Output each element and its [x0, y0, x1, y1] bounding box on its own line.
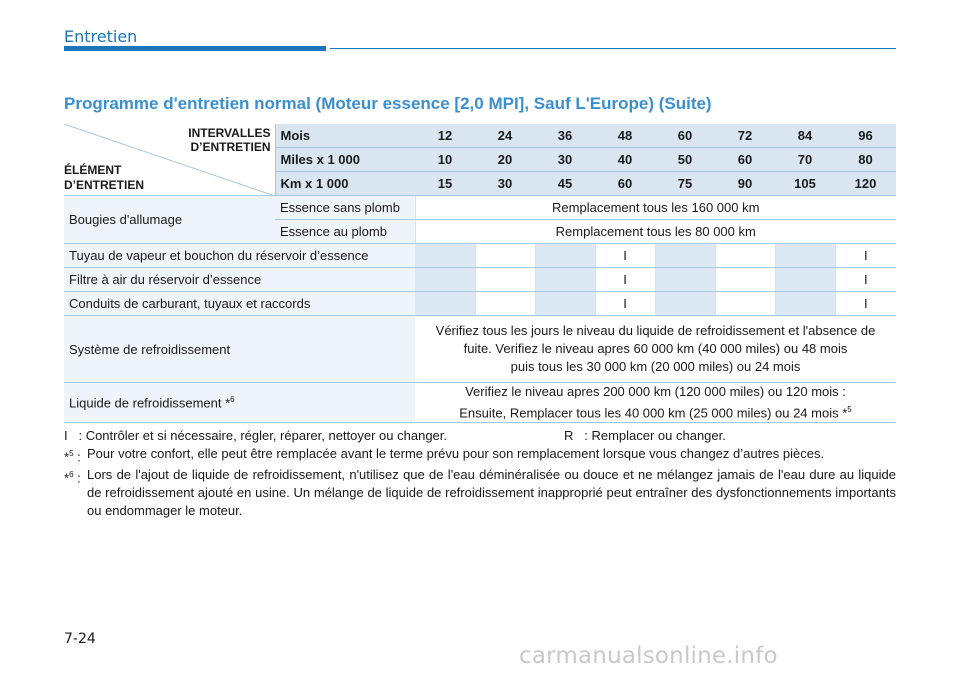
footnote-number: 6 — [69, 470, 74, 480]
schedule-cell — [655, 268, 715, 292]
legend-i — [64, 427, 564, 445]
header-value: 75 — [655, 172, 715, 196]
notes — [64, 427, 896, 520]
fuel-type-label: Essence au plomb — [275, 220, 415, 244]
schedule-cell — [715, 244, 775, 268]
header-label: Km x 1 000 — [275, 172, 415, 196]
footnote-separator: : — [73, 449, 81, 465]
table-header — [64, 124, 896, 196]
footnote-ref: 6 — [230, 395, 235, 404]
item-label: Tuyau de vapeur et bouchon du réservoir d’essence — [64, 244, 415, 268]
legend-i-key: I — [64, 428, 68, 443]
footnote — [64, 466, 896, 520]
cooling-system-text — [415, 316, 896, 383]
footnote-number: 5 — [69, 449, 74, 458]
footnote-mark — [64, 445, 87, 466]
table-row — [64, 292, 896, 316]
item-label: Système de refroidissement — [64, 316, 415, 383]
table-body — [64, 196, 896, 423]
header-value: 12 — [415, 124, 475, 148]
header-value: 24 — [475, 124, 535, 148]
maintenance-table — [64, 124, 896, 423]
page-number: 7-24 — [64, 631, 96, 647]
header-label: Miles x 1 000 — [275, 148, 415, 172]
header-value: 10 — [415, 148, 475, 172]
item-label: Filtre à air du réservoir d’essence — [64, 268, 415, 292]
schedule-cell — [775, 292, 835, 316]
item-label: Bougies d'allumage — [64, 196, 275, 244]
item-label: Conduits de carburant, tuyaux et raccords — [64, 292, 415, 316]
text-line-content: Ensuite, Remplacer tous les 40 000 km (25 000 miles) ou 24 mois * — [459, 405, 848, 421]
header-value: 84 — [775, 124, 835, 148]
interval-text: Remplacement tous les 160 000 km — [415, 196, 896, 220]
header-value: 45 — [535, 172, 595, 196]
header-value: 40 — [595, 148, 655, 172]
schedule-cell: I — [835, 292, 896, 316]
schedule-cell — [475, 292, 535, 316]
text-line: Verifiez le niveau apres 200 000 km (120 000 miles) ou 120 mois : — [465, 384, 846, 399]
corner-bottom-line1: ÉLÉMENT — [64, 163, 122, 177]
header-value: 15 — [415, 172, 475, 196]
legend — [64, 427, 896, 445]
table-corner — [64, 124, 275, 196]
schedule-cell: I — [595, 268, 655, 292]
header-value: 60 — [715, 148, 775, 172]
header-value: 50 — [655, 148, 715, 172]
table-row — [64, 268, 896, 292]
schedule-cell — [535, 268, 595, 292]
header-value: 80 — [835, 148, 896, 172]
footnote-separator: : — [73, 470, 81, 486]
header-value: 30 — [535, 148, 595, 172]
interval-text: Remplacement tous les 80 000 km — [415, 220, 896, 244]
header-rule-thin — [330, 48, 896, 49]
header-label: Mois — [275, 124, 415, 148]
header-value: 30 — [475, 172, 535, 196]
text-line: puis tous les 30 000 km (20 000 miles) ou 24 mois — [510, 359, 801, 374]
header-value: 60 — [595, 172, 655, 196]
item-label — [64, 383, 415, 423]
schedule-cell — [715, 268, 775, 292]
section-label: Entretien — [64, 27, 138, 46]
schedule-cell — [475, 244, 535, 268]
legend-r-key: R — [564, 428, 574, 443]
corner-top-line2: D’ENTRETIEN — [190, 140, 271, 154]
header-value: 90 — [715, 172, 775, 196]
schedule-cell — [415, 244, 475, 268]
header-value: 96 — [835, 124, 896, 148]
footnote-star: * — [64, 449, 70, 465]
schedule-cell — [655, 244, 715, 268]
footnote-ref: 5 — [847, 405, 852, 414]
footnote-mark — [64, 466, 87, 520]
text-line: Vérifiez tous les jours le niveau du liquide de refroidissement et l'absence de — [435, 323, 876, 338]
table-row — [64, 383, 896, 423]
coolant-text — [415, 383, 896, 423]
footnote — [64, 445, 896, 466]
schedule-cell — [535, 292, 595, 316]
header-value: 105 — [775, 172, 835, 196]
schedule-cell: I — [835, 268, 896, 292]
header-value: 48 — [595, 124, 655, 148]
header-value: 60 — [655, 124, 715, 148]
schedule-cell — [415, 268, 475, 292]
schedule-cell: I — [835, 244, 896, 268]
corner-intervals-label — [188, 126, 270, 154]
schedule-cell — [775, 268, 835, 292]
text-line: fuite. Verifiez le niveau apres 60 000 km (40 000 miles) ou 48 mois — [463, 341, 848, 356]
header-value: 70 — [775, 148, 835, 172]
table-row — [64, 196, 896, 220]
schedule-cell — [775, 244, 835, 268]
legend-r — [564, 427, 726, 445]
footnote-text: Lors de l'ajout de liquide de refroidissement, n'utilisez que de l'eau déminéralisée ou douce et ne mélangez jamais de l'eau dure au liquide de refroidissement ajouté en usine. Un mélange de liquide de refroidissement inapproprié peut entraîner des dysfonctionnements importants ou endommager le moteur. — [87, 467, 896, 519]
legend-i-text: : Contrôler et si nécessaire, régler, réparer, nettoyer ou changer. — [78, 428, 448, 443]
header-row-months — [64, 124, 896, 148]
schedule-cell — [475, 268, 535, 292]
page-title: Programme d'entretien normal (Moteur essence [2,0 MPI], Sauf L'Europe) (Suite) — [64, 94, 712, 113]
header-rule-thick — [64, 46, 326, 51]
schedule-cell — [415, 292, 475, 316]
coolant-label: Liquide de refroidissement * — [69, 395, 231, 411]
corner-top-line1: INTERVALLES — [188, 126, 271, 140]
schedule-cell — [655, 292, 715, 316]
table-row — [64, 244, 896, 268]
footnote-star: * — [64, 470, 70, 486]
watermark: carmanualsonline.info — [519, 643, 778, 669]
fuel-type-label: Essence sans plomb — [275, 196, 415, 220]
text-line — [420, 401, 891, 422]
table-row — [64, 316, 896, 383]
legend-r-text: : Remplacer ou changer. — [584, 428, 726, 443]
header-value: 36 — [535, 124, 595, 148]
header-value: 72 — [715, 124, 775, 148]
schedule-cell: I — [595, 244, 655, 268]
header-value: 20 — [475, 148, 535, 172]
schedule-cell — [535, 244, 595, 268]
corner-items-label — [64, 163, 144, 193]
schedule-cell: I — [595, 292, 655, 316]
footnote-text: Pour votre confort, elle peut être remplacée avant le terme prévu pour son remplacement lorsque vous changez d’autres pièces. — [87, 446, 825, 461]
corner-bottom-line2: D’ENTRETIEN — [64, 178, 145, 192]
schedule-cell — [715, 292, 775, 316]
header-value: 120 — [835, 172, 896, 196]
